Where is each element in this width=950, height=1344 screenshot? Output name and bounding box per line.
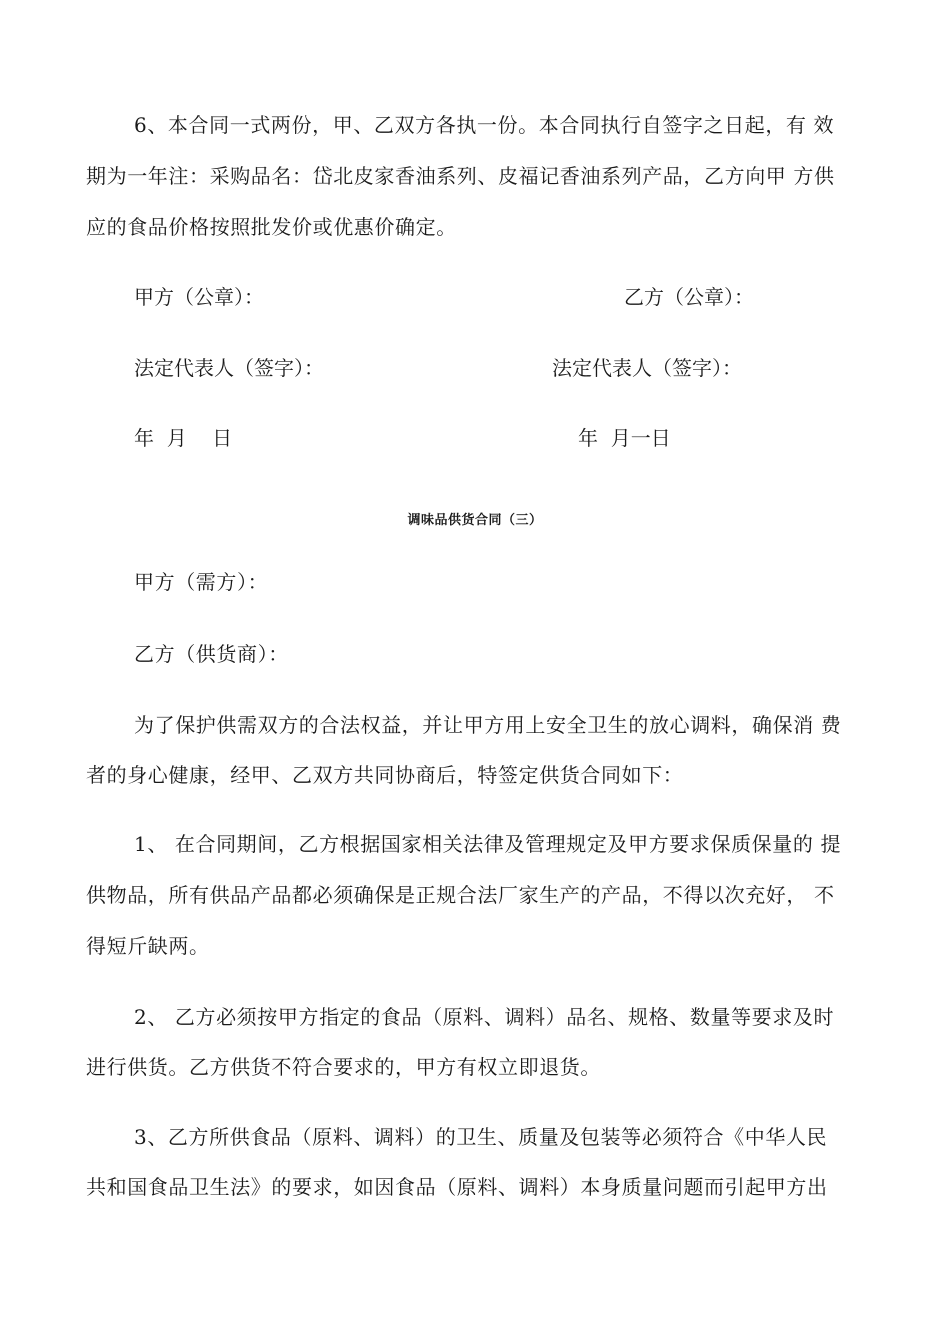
- party-a-rep-label: 法定代表人（签字）：: [134, 356, 324, 380]
- intro-line1: 为了保护供需双方的合法权益，并让甲方用上安全卫生的放心调料，确保消 费: [134, 713, 842, 737]
- clause2-line1: 2、 乙方必须按甲方指定的食品（原料、调料）品名、规格、数量等要求及时: [134, 1005, 835, 1029]
- clause1-line1: 1、 在合同期间，乙方根据国家相关法律及管理规定及甲方要求保质保量的 提: [134, 832, 842, 856]
- party-a-label: 甲方（需方）：: [134, 570, 269, 594]
- party-a-date: 年 月 日: [134, 426, 233, 450]
- clause1-line3: 得短斤缺两。: [86, 934, 210, 958]
- clause2-line2: 进行供货。乙方供货不符合要求的，甲方有权立即退货。: [86, 1055, 601, 1079]
- clause3-line2: 共和国食品卫生法》的要求，如因食品（原料、调料）本身质量问题而引起甲方出: [86, 1175, 828, 1199]
- party-b-seal-label: 乙方（公章）：: [624, 285, 754, 309]
- contract-title: 调味品供货合同（三）: [407, 513, 543, 528]
- party-a-seal-label: 甲方（公章）：: [134, 285, 264, 309]
- party-b-label: 乙方（供货商）：: [134, 642, 289, 666]
- clause1-line2: 供物品，所有供品产品都必须确保是正规合法厂家生产的产品，不得以次充好， 不: [86, 883, 835, 907]
- party-b-rep-label: 法定代表人（签字）：: [552, 356, 742, 380]
- clause6-line3: 应的食品价格按照批发价或优惠价确定。: [86, 215, 457, 239]
- clause6-line2: 期为一年注：采购品名：岱北皮家香油系列、皮福记香油系列产品，乙方向甲 方供: [86, 164, 835, 188]
- intro-line2: 者的身心健康，经甲、乙双方共同协商后，特签定供货合同如下：: [86, 763, 684, 787]
- clause6-line1: 6、本合同一式两份，甲、乙双方各执一份。本合同执行自签字之日起，有 效: [134, 113, 835, 137]
- party-b-date: 年 月一日: [578, 426, 671, 450]
- clause3-line1: 3、乙方所供食品（原料、调料）的卫生、质量及包装等必须符合《中华人民: [134, 1125, 828, 1149]
